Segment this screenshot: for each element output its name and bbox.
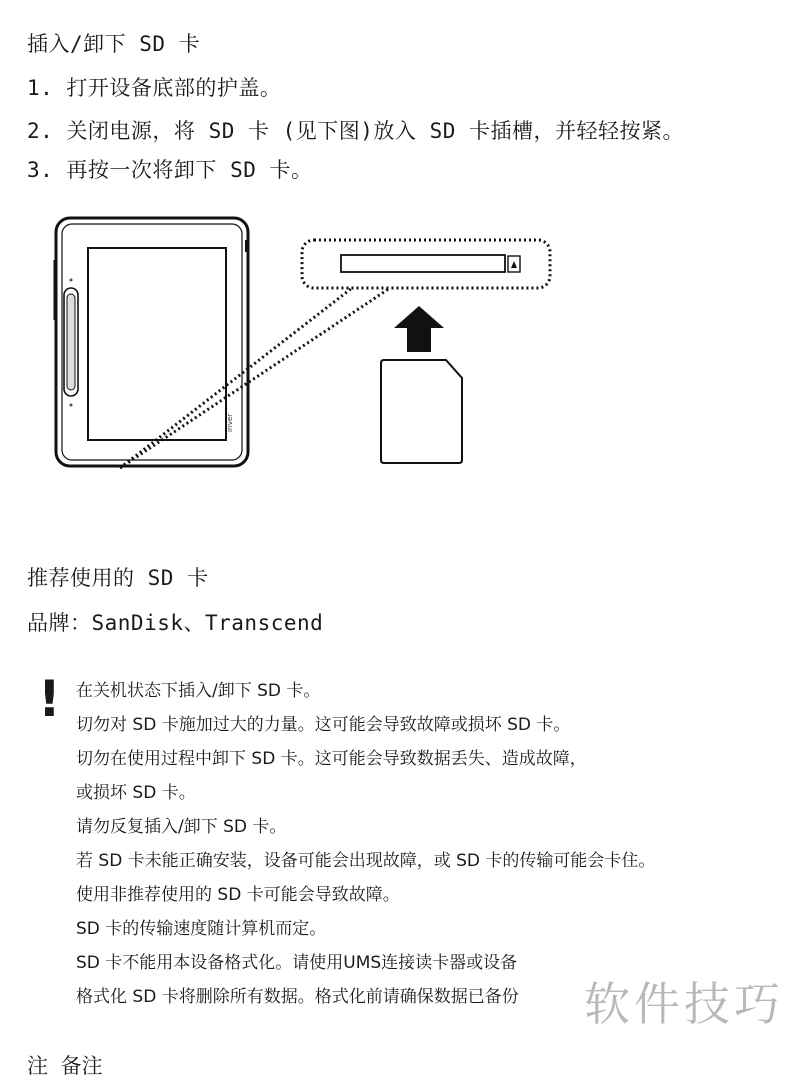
warning-icon: ! — [38, 670, 61, 728]
sd-card-illustration — [0, 200, 800, 480]
watermark: 软件技巧 — [570, 962, 788, 1034]
note-item: 请勿反复插入/卸下 SD 卡。 — [76, 817, 287, 837]
step-2: 2. 关闭电源，将 SD 卡 (见下图)放入 SD 卡插槽，并轻轻按紧。 — [27, 119, 685, 143]
device-brand-label: iriver — [226, 413, 234, 432]
note-item: SD 卡的传输速度随计算机而定。 — [76, 919, 327, 939]
note-item: 若 SD 卡未能正确安装，设备可能会出现故障，或 SD 卡的传输可能会卡住。 — [76, 851, 656, 871]
note-item: 使用非推荐使用的 SD 卡可能会导致故障。 — [76, 885, 400, 905]
sd-card-slot — [341, 255, 505, 272]
sd-card-icon — [381, 360, 462, 463]
section-title-recommended: 推荐使用的 SD 卡 — [27, 566, 209, 590]
note-item: 在关机状态下插入/卸下 SD 卡。 — [76, 681, 321, 701]
section-title-insert: 插入/卸下 SD 卡 — [27, 32, 201, 56]
recommended-brands: 品牌：SanDisk、Transcend — [27, 611, 324, 635]
note-item: 切勿对 SD 卡施加过大的力量。这可能会导致故障或损坏 SD 卡。 — [76, 715, 571, 735]
cut-off-heading: 注 备注 — [27, 1054, 103, 1078]
insert-arrow-icon — [394, 306, 444, 352]
note-item: 格式化 SD 卡将删除所有数据。格式化前请确保数据已备份 — [76, 987, 519, 1007]
note-item: 切勿在使用过程中卸下 SD 卡。这可能会导致数据丢失、造成故障， — [76, 749, 587, 769]
step-3: 3. 再按一次将卸下 SD 卡。 — [27, 158, 313, 182]
ereader-device — [54, 218, 248, 466]
note-item: 或损坏 SD 卡。 — [76, 783, 196, 803]
note-item: SD 卡不能用本设备格式化。请使用UMS连接读卡器或设备 — [76, 953, 518, 973]
step-1: 1. 打开设备底部的护盖。 — [27, 76, 282, 100]
